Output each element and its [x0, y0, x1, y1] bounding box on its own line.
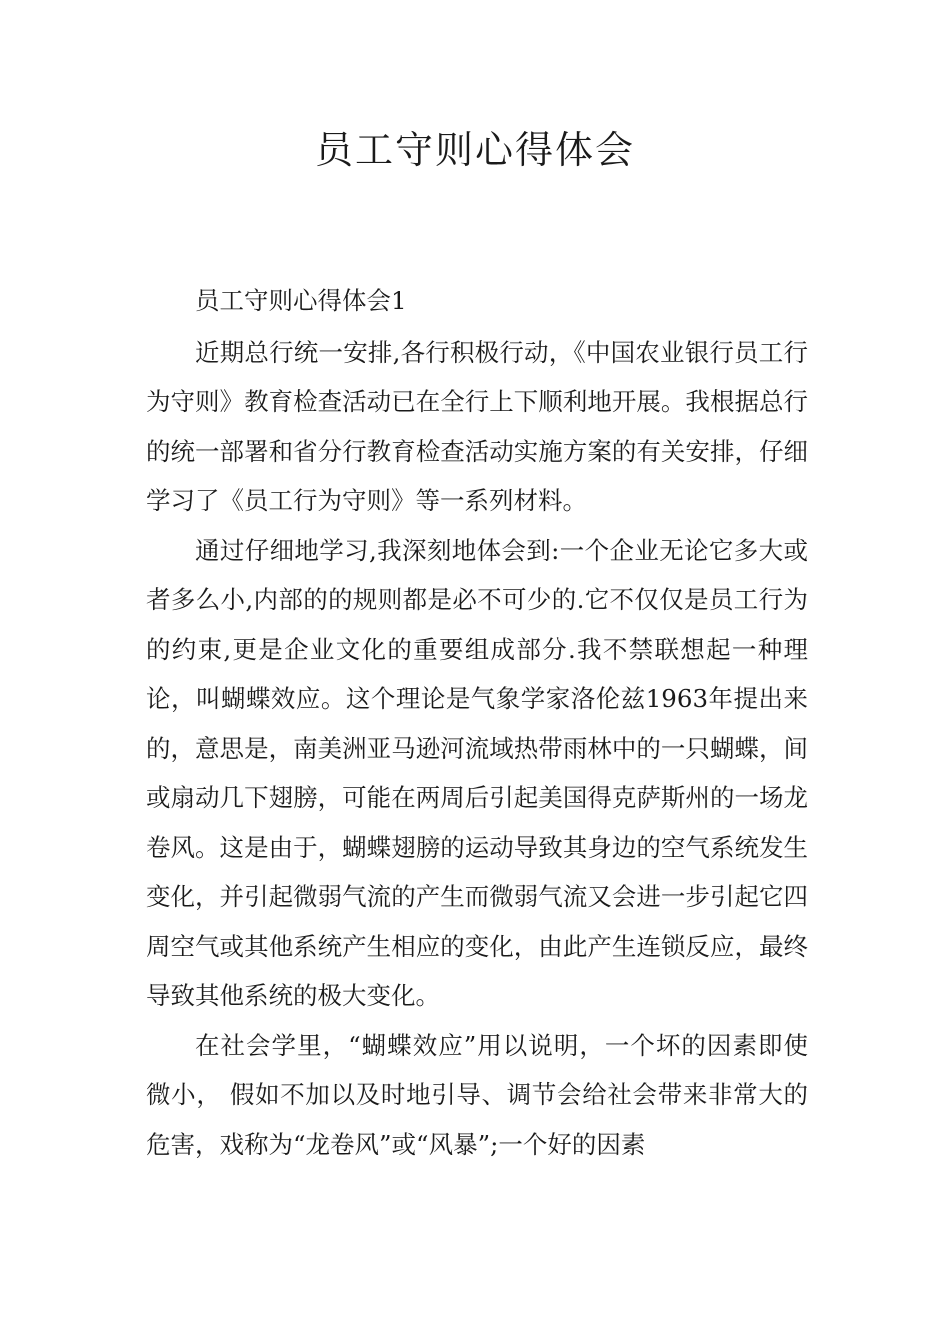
paragraph-3: 在社会学里，“蝴蝶效应”用以说明，一个坏的因素即使微小， 假如不加以及时地引导、调节会给社会带来非常大的危害，戏称为“龙卷风”或“风暴”;一个好的因素 — [146, 1030, 808, 1159]
document-body — [146, 276, 808, 1169]
document-title: 员工守则心得体会 — [314, 128, 635, 172]
section-heading: 员工守则心得体会1 — [195, 286, 407, 315]
paragraph-2: 通过仔细地学习,我深刻地体会到:一个企业无论它多大或者多么小,内部的的规则都是必不可少的.它不仅仅是员工行为的约束,更是企业文化的重要组成部分.我不禁联想起一种理论，叫蝴蝶效应。这个理论是气象学家洛伦兹1963年提出来的，意思是，南美洲亚马逊河流域热带雨林中的一只蝴蝶，间或扇动几下翅膀，可能在两周后引起美国得克萨斯州的一场龙卷风。这是由于，蝴蝶翅膀的运动导致其身边的空气系统发生变化，并引起微弱气流的产生而微弱气流又会进一步引起它四周空气或其他系统产生相应的变化，由此产生连锁反应，最终导致其他系统的极大变化。 — [146, 535, 808, 1010]
paragraph-1: 近期总行统一安排,各行积极行动，《中国农业银行员工行为守则》教育检查活动已在全行上下顺利地开展。我根据总行的统一部署和省分行教育检查活动实施方案的有关安排，仔细学习了《员工行为守则》等一系列材料。 — [146, 337, 808, 515]
